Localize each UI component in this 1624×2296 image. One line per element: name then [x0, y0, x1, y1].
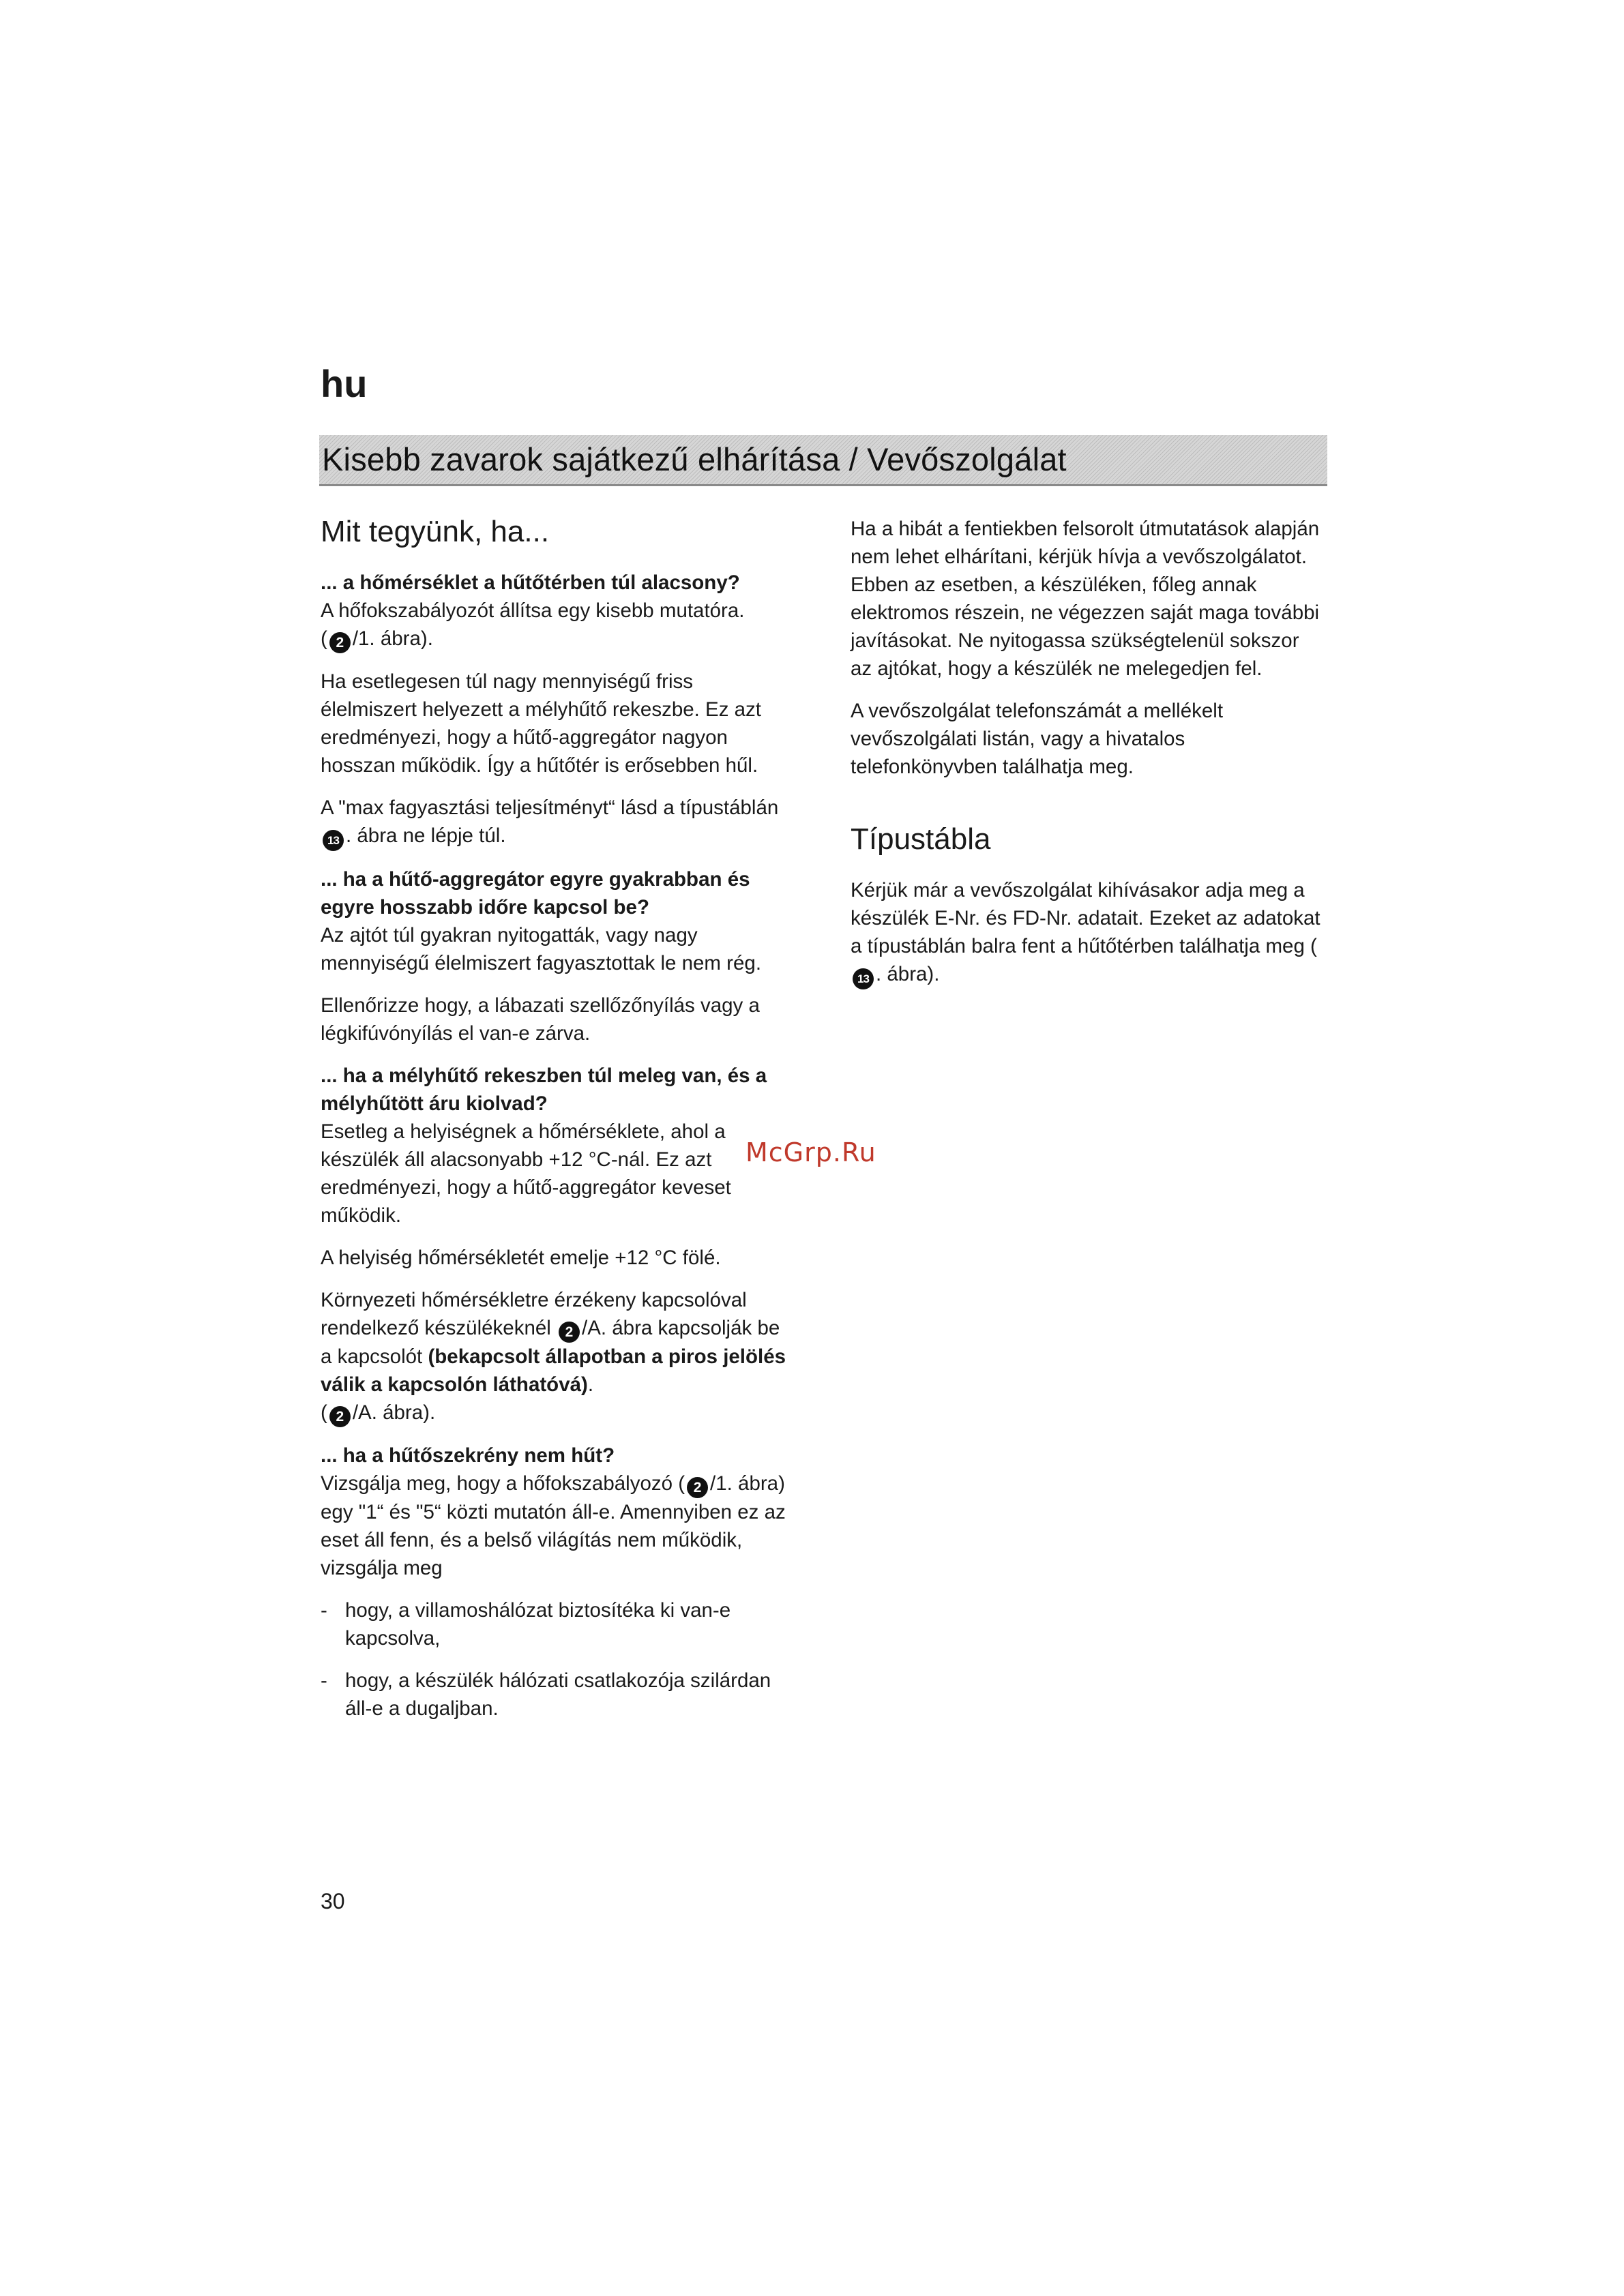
list-item-text: hogy, a készülék hálózati csatlakozója szilárdan áll-e a dugaljban.: [345, 1669, 771, 1720]
list-item-text: hogy, a villamoshálózat biztosítéka ki van-e kapcsolva,: [345, 1599, 731, 1650]
list-item: [321, 1596, 791, 1652]
paragraph: Ha a hibát a fentiekben felsorolt útmutatások alapján nem lehet elhárítani, kérjük hívja a vevőszolgálatot. Ebben az esetben, a készüléken, főleg annak elektromos részein, ne végezzen saját maga további javításokat. Ne nyitogassa szükségtelenül sokszor az ajtókat, hogy a készülék ne melegedjen fel.: [851, 518, 1320, 680]
figure-2-icon: 2: [559, 1322, 580, 1343]
question-not-cooling: ... ha a hűtőszekrény nem hűt?: [321, 1444, 615, 1467]
paragraph: Környezeti hőmérsékletre érzékeny kapcsolóval rendelkező készülékeknél 2 /A. ábra kapcsolják be a kapcsolót (bekapcsolt állapotban a piros jelölés válik a kapcsolón láthatóvá).: [321, 1289, 786, 1396]
paragraph: A vevőszolgálat telefonszámát a mellékelt vevőszolgálati listán, vagy a hivatalos telefonkönyvben találhatja meg.: [851, 700, 1224, 778]
question-freezer-warm: ... ha a mélyhűtő rekeszben túl meleg van, és a mélyhűtött áru kiolvad?: [321, 1064, 767, 1115]
question-too-cold: ... a hőmérséklet a hűtőtérben túl alacsony?: [321, 571, 740, 594]
language-code: hu: [321, 362, 368, 405]
bullet-dash: -: [321, 1669, 327, 1692]
paragraph: Ha esetlegesen túl nagy mennyiségű friss élelmiszert helyezett a mélyhűtő rekeszbe. Ez azt eredményezi, hogy a hűtő-aggregátor nagyon hosszan működik. Így a hűtőtér is erősebben hűl.: [321, 670, 762, 777]
figure-2-icon: 2: [687, 1477, 708, 1498]
watermark: McGrp.Ru: [745, 1137, 876, 1167]
figure-13-icon: 13: [323, 830, 344, 851]
page-number: 30: [321, 1889, 345, 1913]
bullet-dash: -: [321, 1599, 327, 1622]
section-title-bar: [319, 435, 1327, 486]
paragraph: A "max fagyasztási teljesítményt“ lásd a típustáblán 13 . ábra ne lépje túl.: [321, 794, 791, 851]
heading-what-to-do: Mit tegyünk, ha...: [321, 515, 550, 548]
paragraph: A hőfokszabályozót állítsa egy kisebb mutatóra.: [321, 599, 745, 622]
paragraph: Az ajtót túl gyakran nyitogatták, vagy nagy mennyiségű élelmiszert fagyasztottak le nem rég.: [321, 924, 762, 974]
paragraph: ( 2 /1. ábra).: [321, 625, 791, 653]
question-aggregator: ... ha a hűtő-aggregátor egyre gyakrabban és egyre hosszabb időre kapcsol be?: [321, 868, 750, 919]
paragraph: Ellenőrizze hogy, a lábazati szellőzőnyílás vagy a légkifúvónyílás el van-e zárva.: [321, 994, 760, 1045]
paragraph: Esetleg a helyiségnek a hőmérséklete, ahol a készülék áll alacsonyabb +12 °C-nál. Ez azt eredményezi, hogy a hűtő-aggregátor keveset működik.: [321, 1120, 731, 1227]
paragraph: Vizsgálja meg, hogy a hőfokszabályozó ( 2 /1. ábra) egy "1“ és "5“ közti mutatón áll-e. Amennyiben ez az eset áll fenn, és a belső világítás nem működik, vizsgálja meg: [321, 1472, 786, 1579]
list-item: [321, 1667, 791, 1723]
left-column: [321, 513, 791, 1737]
paragraph: ( 2 /A. ábra).: [321, 1399, 791, 1427]
figure-2-icon: 2: [329, 632, 351, 653]
section-title: Kisebb zavarok sajátkezű elhárítása / Vevőszolgálat: [322, 441, 1067, 477]
paragraph: Kérjük már a vevőszolgálat kihívásakor adja meg a készülék E-Nr. és FD-Nr. adatait. Ezeket az adatokat a típustáblán balra fent a hűtőtérben találhatja meg (13 . ábra).: [851, 876, 1321, 989]
figure-2-icon: 2: [329, 1406, 351, 1427]
paragraph: A helyiség hőmérsékletét emelje +12 °C fölé.: [321, 1247, 721, 1269]
right-column: [851, 515, 1321, 1004]
heading-type-plate: Típustábla: [851, 822, 991, 856]
figure-13-icon: 13: [853, 968, 874, 989]
